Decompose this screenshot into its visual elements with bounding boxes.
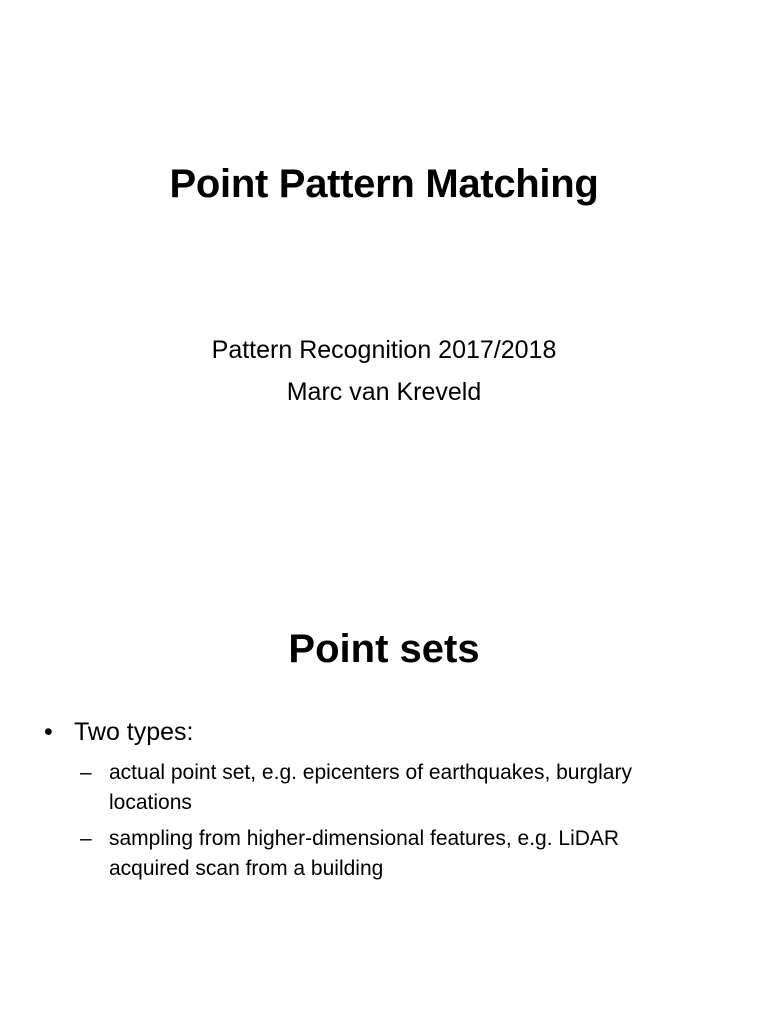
sub-bullet-text-line: acquired scan from a building xyxy=(109,857,384,880)
sub-bullet-item xyxy=(80,824,720,884)
section-title: Point sets xyxy=(288,627,480,671)
bullet-item xyxy=(44,717,194,747)
bullet-icon: • xyxy=(44,718,53,746)
bullet-text: Two types: xyxy=(74,718,194,746)
dash-icon: – xyxy=(80,761,92,784)
course-subtitle: Pattern Recognition 2017/2018 xyxy=(211,336,557,364)
author-name: Marc van Kreveld xyxy=(286,378,482,406)
sub-bullet-text-line: actual point set, e.g. epicenters of earthquakes, burglary xyxy=(109,761,632,784)
slide-title: Point Pattern Matching xyxy=(169,162,599,206)
sub-bullet-item xyxy=(80,758,720,818)
sub-bullet-text-line: sampling from higher-dimensional features, e.g. LiDAR xyxy=(109,827,620,850)
sub-bullet-text-line: locations xyxy=(109,791,192,814)
dash-icon: – xyxy=(80,827,92,850)
